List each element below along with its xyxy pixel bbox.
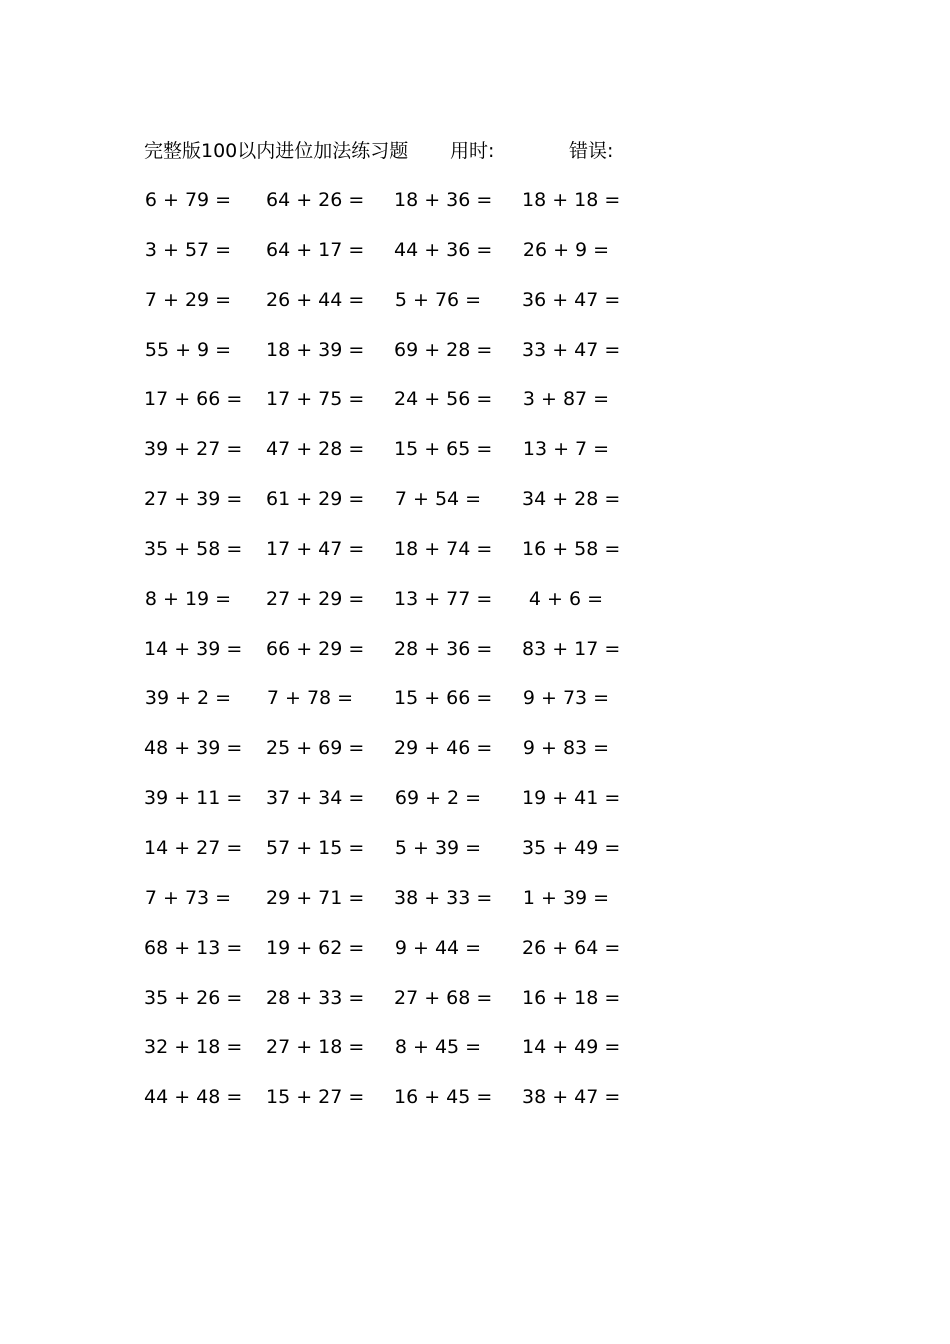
problem-cell: 27 + 39 =	[144, 488, 243, 511]
problem-cell: 17 + 66 =	[144, 388, 243, 411]
problem-cell: 18 + 39 =	[266, 338, 365, 361]
problem-cell: 55 + 9 =	[144, 338, 232, 361]
problem-cell: 9 + 44 =	[394, 936, 482, 959]
problem-row	[0, 185, 950, 235]
problem-cell: 69 + 2 =	[394, 787, 482, 810]
problem-cell: 36 + 47 =	[522, 288, 621, 311]
problem-cell: 28 + 33 =	[266, 986, 365, 1009]
problem-cell: 39 + 2 =	[144, 687, 232, 710]
problem-row	[0, 584, 950, 634]
problem-row	[0, 1032, 950, 1082]
problem-cell: 34 + 28 =	[522, 488, 621, 511]
problem-cell: 19 + 41 =	[522, 787, 621, 810]
problem-row	[0, 434, 950, 484]
problem-row	[0, 634, 950, 684]
problem-cell: 61 + 29 =	[266, 488, 365, 511]
problem-cell: 17 + 47 =	[266, 537, 365, 560]
problem-cell: 18 + 36 =	[394, 189, 493, 211]
problem-cell: 7 + 78 =	[266, 687, 354, 710]
problem-cell: 18 + 74 =	[394, 537, 493, 560]
problem-row	[0, 235, 950, 285]
problem-cell: 16 + 58 =	[522, 537, 621, 560]
problem-cell: 4 + 6 =	[528, 587, 604, 610]
problem-cell: 68 + 13 =	[144, 936, 243, 959]
problem-row	[0, 1082, 950, 1132]
problem-cell: 15 + 65 =	[394, 438, 493, 461]
problem-cell: 29 + 71 =	[266, 886, 365, 909]
problem-cell: 33 + 47 =	[522, 338, 621, 361]
problem-row	[0, 783, 950, 833]
page-title: 完整版100以内进位加法练习题	[144, 140, 409, 162]
problem-cell: 28 + 36 =	[394, 637, 493, 660]
problem-cell: 27 + 68 =	[394, 986, 493, 1009]
problem-cell: 9 + 73 =	[522, 687, 610, 710]
problem-cell: 5 + 39 =	[394, 836, 482, 859]
problem-cell: 38 + 47 =	[522, 1086, 621, 1109]
problem-cell: 26 + 9 =	[522, 238, 610, 261]
problem-cell: 7 + 54 =	[394, 488, 482, 511]
problem-cell: 3 + 57 =	[144, 238, 232, 261]
problem-cell: 9 + 83 =	[522, 737, 610, 760]
problem-cell: 13 + 7 =	[522, 438, 610, 461]
problem-cell: 14 + 49 =	[522, 1036, 621, 1059]
problem-cell: 18 + 18 =	[522, 189, 621, 211]
problem-cell: 25 + 69 =	[266, 737, 365, 760]
problem-cell: 13 + 77 =	[394, 587, 493, 610]
problem-grid	[0, 185, 950, 1132]
problem-row	[0, 983, 950, 1033]
problem-row	[0, 534, 950, 584]
problem-row	[0, 683, 950, 733]
problem-cell: 7 + 73 =	[144, 886, 232, 909]
problem-row	[0, 285, 950, 335]
problem-cell: 48 + 39 =	[144, 737, 243, 760]
problem-cell: 15 + 66 =	[394, 687, 493, 710]
problem-cell: 47 + 28 =	[266, 438, 365, 461]
problem-cell: 27 + 29 =	[266, 587, 365, 610]
problem-cell: 38 + 33 =	[394, 886, 493, 909]
problem-cell: 39 + 11 =	[144, 787, 243, 810]
problem-cell: 57 + 15 =	[266, 836, 365, 859]
time-label: 用时:	[450, 140, 495, 162]
problem-cell: 66 + 29 =	[266, 637, 365, 660]
problem-cell: 15 + 27 =	[266, 1086, 365, 1109]
problem-cell: 35 + 58 =	[144, 537, 243, 560]
problem-cell: 32 + 18 =	[144, 1036, 243, 1059]
problem-row	[0, 335, 950, 385]
problem-cell: 26 + 64 =	[522, 936, 621, 959]
problem-cell: 14 + 39 =	[144, 637, 243, 660]
problem-cell: 44 + 48 =	[144, 1086, 243, 1109]
problem-row	[0, 833, 950, 883]
problem-cell: 69 + 28 =	[394, 338, 493, 361]
errors-label: 错误:	[569, 140, 614, 162]
problem-cell: 39 + 27 =	[144, 438, 243, 461]
problem-cell: 6 + 79 =	[144, 189, 232, 211]
problem-row	[0, 933, 950, 983]
problem-cell: 16 + 45 =	[394, 1086, 493, 1109]
problem-cell: 24 + 56 =	[394, 388, 493, 411]
problem-cell: 14 + 27 =	[144, 836, 243, 859]
problem-row	[0, 733, 950, 783]
problem-cell: 83 + 17 =	[522, 637, 621, 660]
problem-row	[0, 883, 950, 933]
problem-cell: 7 + 29 =	[144, 288, 232, 311]
problem-cell: 35 + 49 =	[522, 836, 621, 859]
problem-cell: 19 + 62 =	[266, 936, 365, 959]
problem-cell: 37 + 34 =	[266, 787, 365, 810]
problem-cell: 16 + 18 =	[522, 986, 621, 1009]
problem-cell: 8 + 45 =	[394, 1036, 482, 1059]
problem-cell: 64 + 26 =	[266, 189, 365, 211]
problem-cell: 35 + 26 =	[144, 986, 243, 1009]
problem-cell: 44 + 36 =	[394, 238, 493, 261]
problem-cell: 8 + 19 =	[144, 587, 232, 610]
problem-cell: 1 + 39 =	[522, 886, 610, 909]
problem-cell: 29 + 46 =	[394, 737, 493, 760]
problem-row	[0, 484, 950, 534]
problem-row	[0, 384, 950, 434]
problem-cell: 3 + 87 =	[522, 388, 610, 411]
problem-cell: 64 + 17 =	[266, 238, 365, 261]
problem-cell: 17 + 75 =	[266, 388, 365, 411]
problem-cell: 5 + 76 =	[394, 288, 482, 311]
problem-cell: 26 + 44 =	[266, 288, 365, 311]
problem-cell: 27 + 18 =	[266, 1036, 365, 1059]
